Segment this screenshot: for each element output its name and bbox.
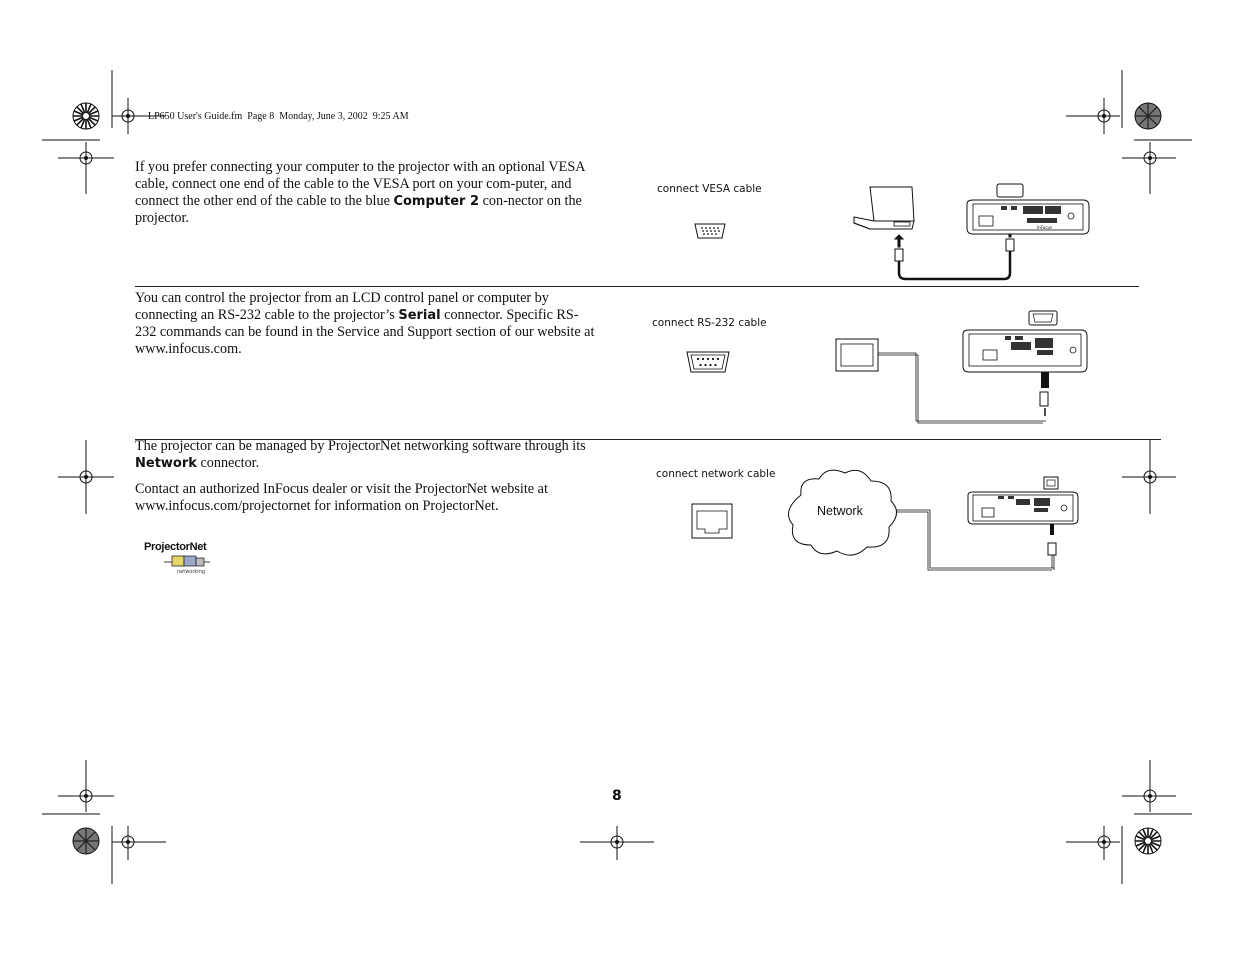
network-text-pre: The projector can be managed by ProjectorNet networking software through its: [135, 438, 586, 454]
lcd-control-panel-icon: [835, 338, 879, 372]
vesa-text-post: con-nector on the projector.: [135, 193, 582, 226]
rs232-text-bold: Serial: [398, 308, 441, 323]
serial-port-detail-icon: [1028, 310, 1058, 326]
logo-subtitle: networking: [177, 569, 206, 575]
network-cloud-label: Network: [817, 504, 863, 518]
section-divider: [135, 286, 1139, 287]
projectornet-logo: [144, 541, 216, 579]
network-description: [135, 438, 597, 515]
logo-graphic-icon: [162, 554, 232, 570]
vesa-description: [135, 159, 597, 227]
vesa-text-bold: Computer 2: [393, 194, 480, 209]
page-number: 8: [612, 788, 622, 804]
logo-title: ProjectorNet: [144, 541, 207, 553]
network-paragraph-2: Contact an authorized InFocus dealer or visit the ProjectorNet website at www.infocus.com/projectornet for information on ProjectorNet.: [135, 481, 548, 514]
rs232-figure-label: connect RS-232 cable: [652, 317, 767, 329]
file-info-header: LP650 User's Guide.fm Page 8 Monday, June 3, 2002 9:25 AM: [148, 111, 409, 122]
vesa-text-pre: If you prefer connecting your computer to the projector with an optional VESA cable, connect one end of the cable to the VESA port on your com-puter, and connect the other end of the cable to the blue: [135, 159, 585, 209]
projector-icon: [961, 328, 1091, 374]
rs232-text-post: connector. Specific RS-232 commands can be found in the Service and Support section of our website at www.infocus.com.: [135, 307, 595, 357]
network-port-detail-icon: [1043, 476, 1059, 490]
serial-connector-icon: [685, 349, 731, 375]
vesa-figure-label: connect VESA cable: [657, 183, 762, 195]
vesa-connector-icon: [694, 222, 726, 240]
projector-icon: [965, 182, 1093, 238]
projector-icon: [966, 490, 1082, 526]
network-text-bold: Network: [135, 456, 197, 471]
rs232-description: [135, 290, 597, 358]
network-figure-label: connect network cable: [656, 468, 776, 480]
network-text-post: connector.: [196, 455, 260, 471]
rs232-text-pre: You can control the projector from an LCD control panel or computer by connecting an RS-232 cable to the projector’s: [135, 290, 549, 323]
svg-text:InFocus: InFocus: [1037, 225, 1053, 230]
rj45-jack-icon: [691, 503, 733, 539]
